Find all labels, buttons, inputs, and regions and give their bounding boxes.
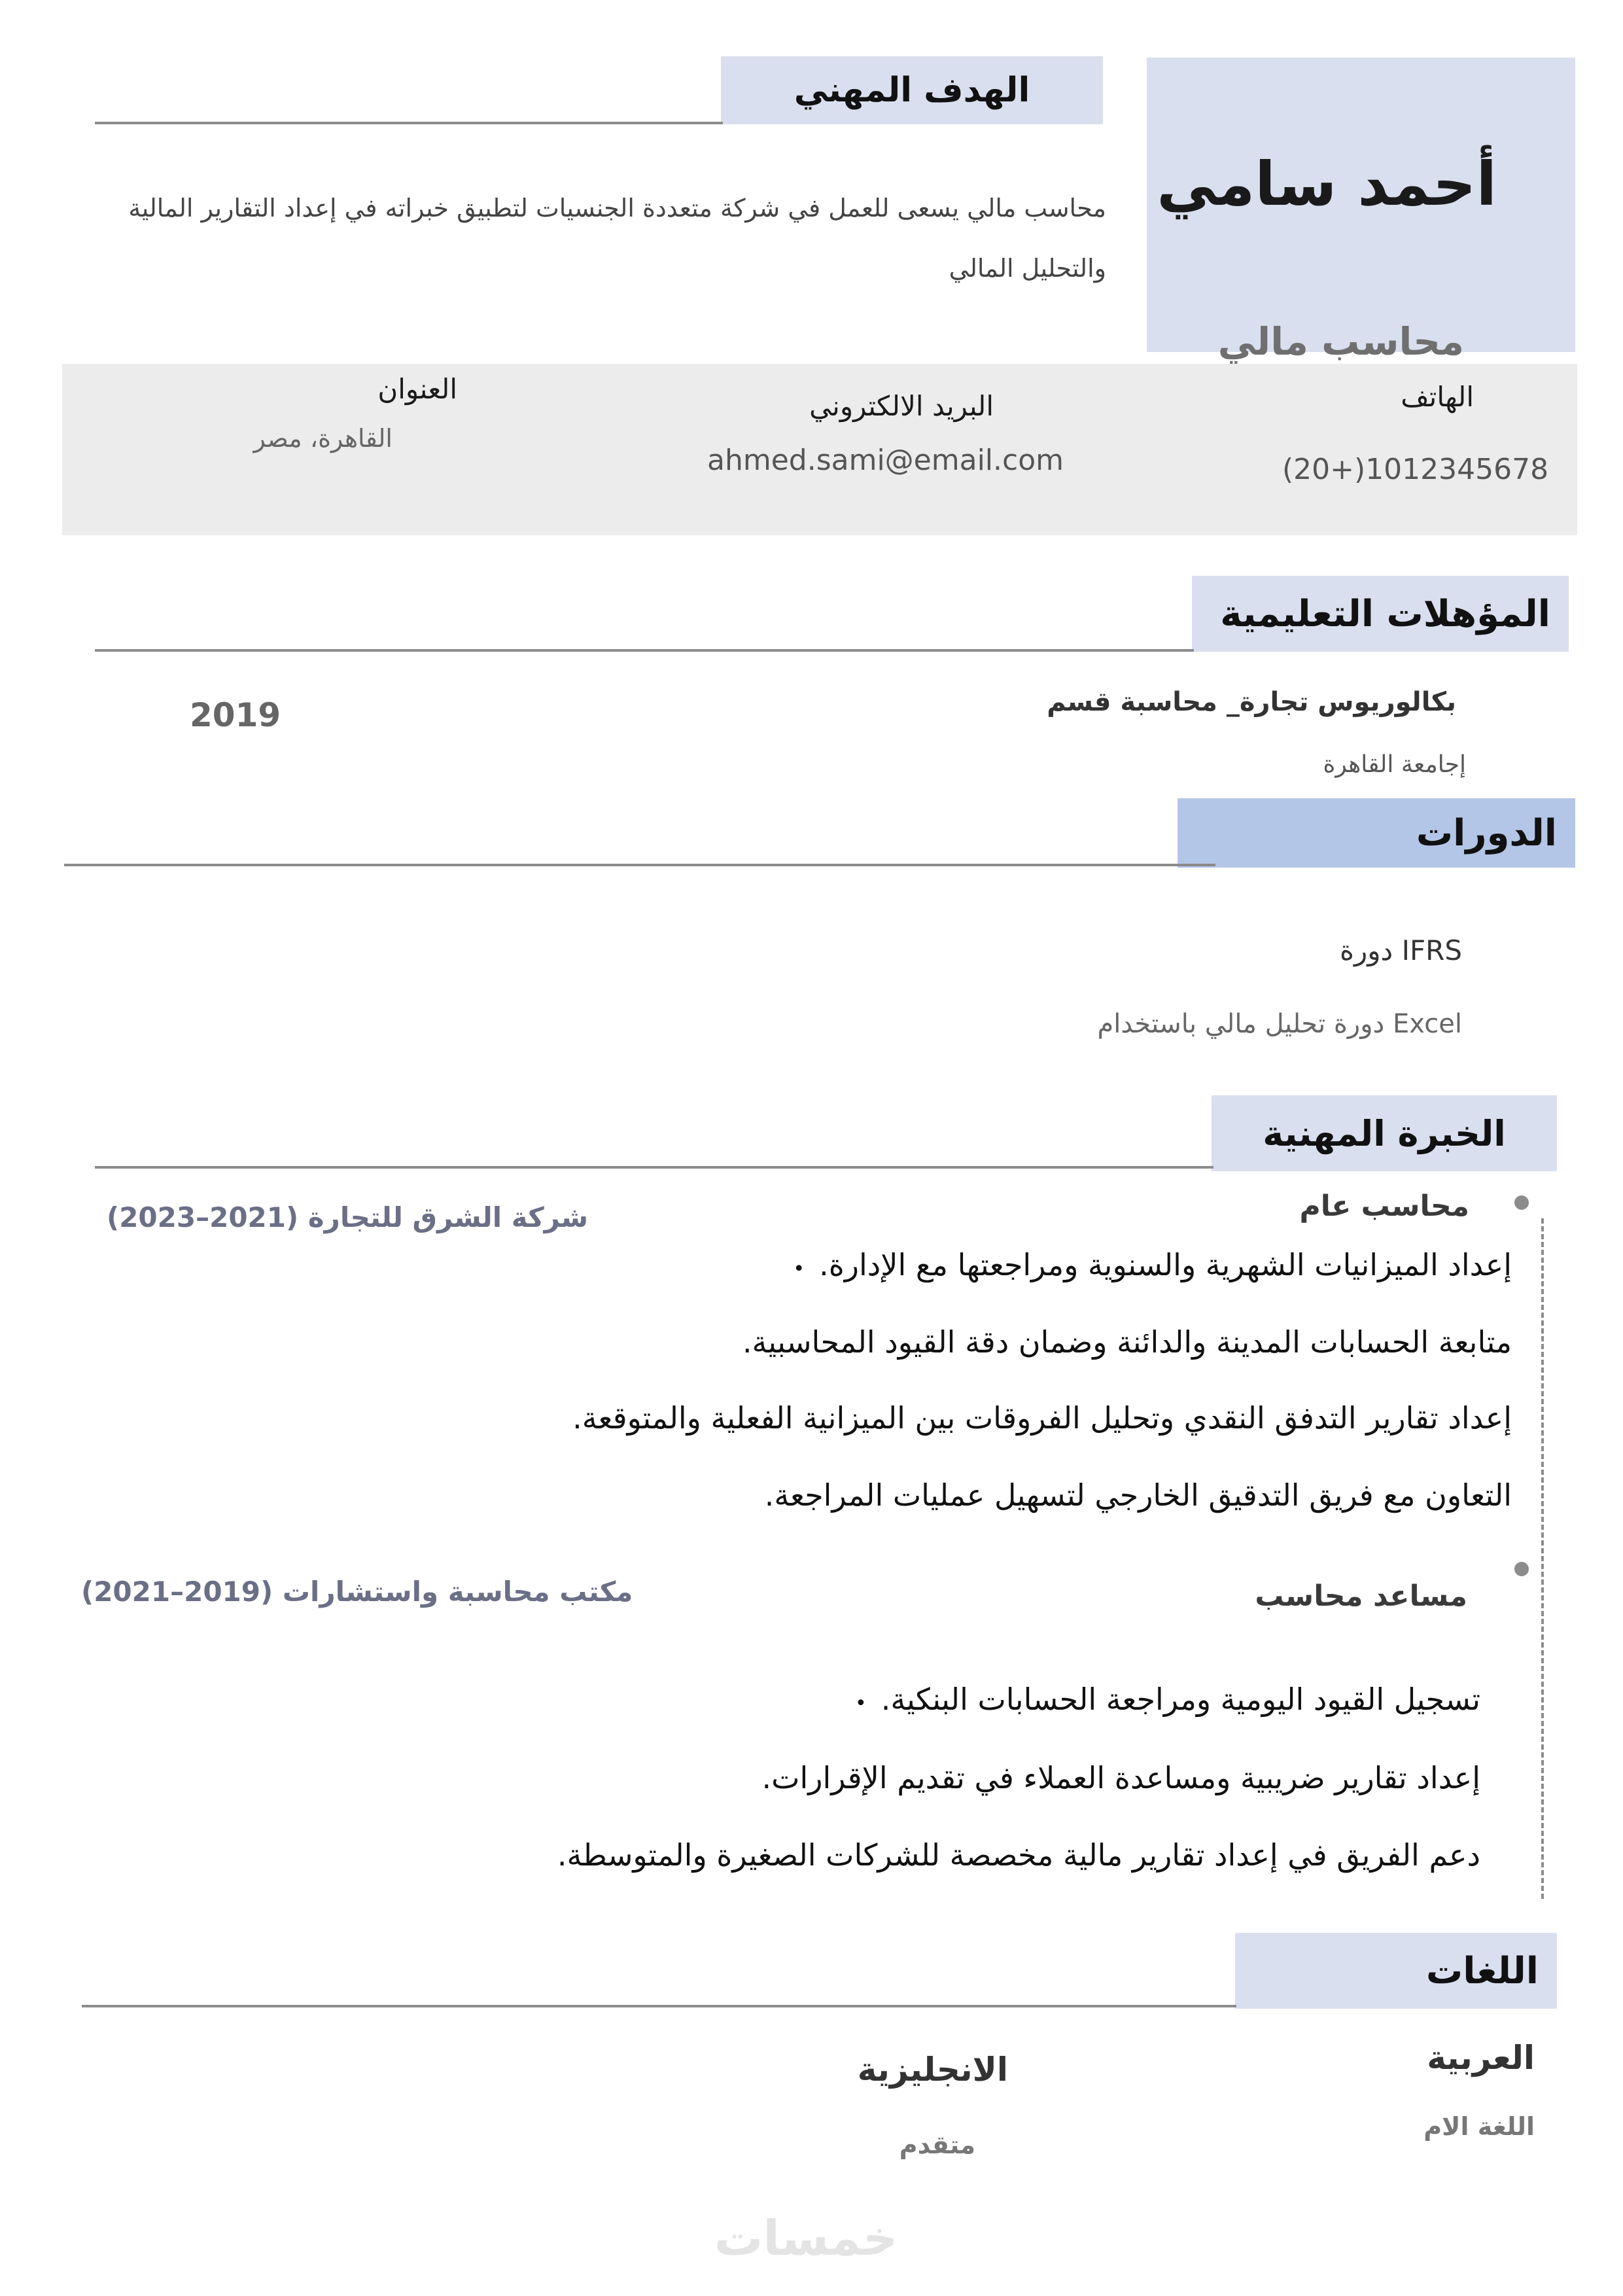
languages-heading: اللغات (1235, 1933, 1557, 2009)
course-item: IFRS دورة (1339, 934, 1462, 966)
email-label: البريد الالكتروني (809, 390, 994, 422)
language-level: اللغة الام (1423, 2112, 1535, 2141)
course-item: Excel دورة تحليل مالي باستخدام (1097, 1009, 1462, 1039)
objective-text: محاسب مالي يسعى للعمل في شركة متعددة الجنسيات لتطبيق خبراته في إعداد التقارير المالية والتحليل المالي (128, 194, 1106, 283)
job-bullet: إعداد الميزانيات الشهرية والسنوية ومراجعتها مع الإدارة.• (793, 1247, 1512, 1282)
experience-heading: الخبرة المهنية (1212, 1095, 1557, 1171)
languages-rule (82, 2005, 1236, 2007)
name-box (1147, 58, 1575, 364)
language-level: متقدم (899, 2130, 975, 2159)
job-role: مساعد محاسب (1255, 1580, 1467, 1613)
job-company: مكتب محاسبة واستشارات (2019–2021) (81, 1576, 633, 1608)
courses-heading: الدورات (1178, 798, 1575, 868)
experience-timeline (1541, 1218, 1544, 1899)
education-heading: المؤهلات التعليمية (1192, 576, 1569, 652)
job-title: محاسب مالي (1217, 319, 1464, 364)
job-role: محاسب عام (1299, 1190, 1469, 1223)
university: إجامعة القاهرة (1323, 751, 1466, 778)
language-name: العربية (1427, 2039, 1535, 2077)
experience-rule (95, 1166, 1213, 1169)
timeline-dot (1514, 1562, 1529, 1576)
courses-rule (64, 864, 1215, 866)
phone-label: الهاتف (1401, 381, 1474, 413)
job-bullet: تسجيل القيود اليومية ومراجعة الحسابات البنكية.• (855, 1682, 1480, 1717)
timeline-dot (1514, 1195, 1529, 1210)
candidate-name: أحمد سامي (1157, 149, 1497, 219)
objective-rule (95, 122, 723, 124)
graduation-year: 2019 (190, 696, 281, 734)
job-bullet: متابعة الحسابات المدينة والدائنة وضمان دقة القيود المحاسبية. (742, 1324, 1512, 1360)
job-bullet: إعداد تقارير التدفق النقدي وتحليل الفروقات بين الميزانية الفعلية والمتوقعة. (572, 1400, 1512, 1436)
job-bullet: إعداد تقارير ضريبية ومساعدة العملاء في تقديم الإقرارات. (761, 1760, 1480, 1795)
phone-value: (20+)1012345678 (1282, 453, 1549, 486)
watermark-logo: خمسات (714, 2210, 898, 2267)
language-name: الانجليزية (857, 2051, 1008, 2089)
email-value: ahmed.sami@email.com (707, 444, 1064, 477)
objective-heading: الهدف المهني (721, 56, 1103, 124)
address-value: القاهرة، مصر (253, 424, 393, 453)
education-rule (95, 649, 1194, 652)
job-bullet: التعاون مع فريق التدقيق الخارجي لتسهيل عمليات المراجعة. (764, 1477, 1512, 1513)
address-label: العنوان (377, 373, 457, 405)
job-bullet: دعم الفريق في إعداد تقارير مالية مخصصة للشركات الصغيرة والمتوسطة. (557, 1837, 1480, 1873)
job-company: شركة الشرق للتجارة (2021–2023) (107, 1201, 589, 1233)
degree: بكالوريوس تجارة_ محاسبة قسم (1047, 687, 1456, 717)
